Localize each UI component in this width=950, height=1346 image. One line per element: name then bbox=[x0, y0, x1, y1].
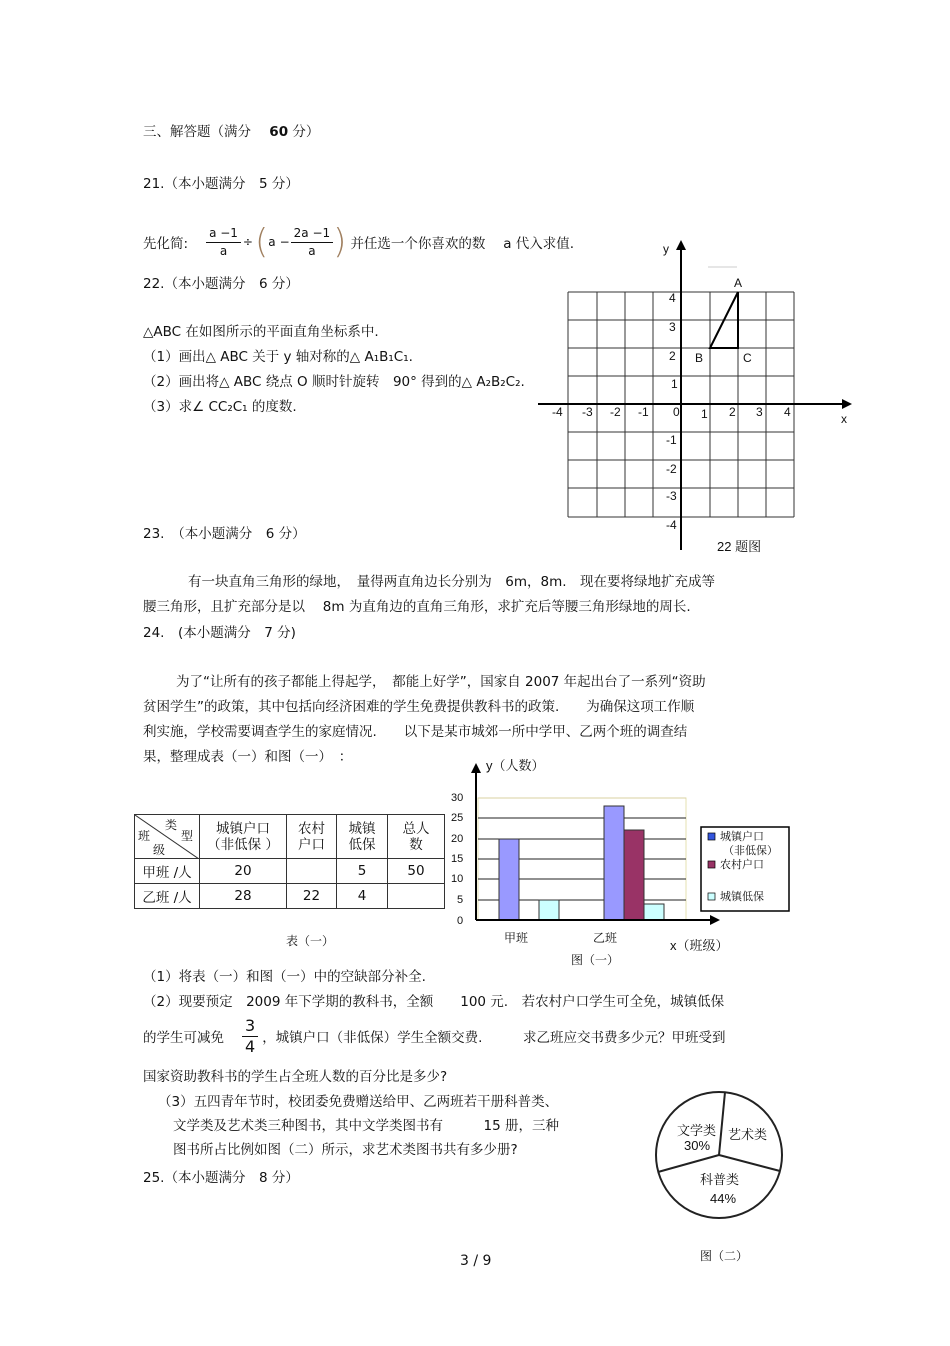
y-axis-arrow-icon bbox=[676, 240, 686, 250]
q21-prefix: 先化简: bbox=[143, 236, 189, 252]
svg-text:-3: -3 bbox=[666, 489, 677, 503]
table-cell: 4 bbox=[337, 884, 388, 909]
svg-text:2: 2 bbox=[669, 349, 676, 363]
table-cell-blank bbox=[388, 884, 445, 909]
fraction-2 bbox=[291, 225, 334, 260]
svg-text:3: 3 bbox=[756, 405, 763, 419]
x-axis-arrow-icon bbox=[710, 915, 720, 925]
q22-header: 22.（本小题满分 6 分） bbox=[143, 276, 299, 292]
legend-swatch-lowincome bbox=[708, 893, 715, 900]
fraction-three-quarters bbox=[242, 1016, 258, 1057]
left-paren: ( bbox=[254, 222, 269, 262]
header-line: 低保 bbox=[348, 836, 376, 853]
q22-part2: （2）画出将△ ABC 绕点 O 顺时针旋转 90° 得到的△ A₂B₂C₂. bbox=[143, 374, 525, 390]
table-cell: 20 bbox=[200, 859, 287, 884]
svg-text:1: 1 bbox=[671, 377, 678, 391]
q24-header: 24. (本小题满分 7 分) bbox=[143, 625, 296, 641]
pie-chart bbox=[650, 1080, 790, 1270]
table-header bbox=[337, 815, 388, 859]
table-corner-cell bbox=[135, 815, 200, 859]
svg-text:0: 0 bbox=[457, 915, 464, 927]
table-row bbox=[135, 859, 445, 884]
x-axis-arrow-icon bbox=[842, 399, 852, 409]
section-heading bbox=[143, 120, 319, 140]
y-axis-label: y bbox=[663, 242, 669, 256]
svg-text:城镇户口: 城镇户口 bbox=[720, 831, 764, 843]
q23-line2: 腰三角形，且扩充部分是以 8m 为直角边的直角三角形，求扩充后等腰三角形绿地的周长. bbox=[143, 599, 691, 615]
svg-text:3: 3 bbox=[669, 320, 676, 334]
section-unit: 分） bbox=[292, 124, 320, 140]
svg-text:-3: -3 bbox=[582, 405, 593, 419]
svg-text:-1: -1 bbox=[638, 405, 649, 419]
table-cell: 28 bbox=[200, 884, 287, 909]
divide-sign: ÷ bbox=[242, 235, 253, 249]
header-line: 户口 bbox=[298, 836, 325, 853]
corner-left: 班 bbox=[138, 829, 151, 843]
fraction-1-numerator: a −1 bbox=[206, 225, 241, 243]
fraction-2-denominator: a bbox=[308, 243, 316, 258]
table-caption: 表（一） bbox=[286, 934, 335, 948]
fraction-numerator: 3 bbox=[242, 1016, 258, 1037]
minus-sign: − bbox=[279, 235, 290, 249]
header-line: 数 bbox=[409, 836, 423, 853]
q24-para1: 为了“让所有的孩子都能上得起学， 都能上好学”，国家自 2007 年起出台了一系列“资助 bbox=[176, 674, 706, 690]
svg-text:乙班: 乙班 bbox=[593, 931, 618, 945]
table-row bbox=[135, 884, 445, 909]
table-header bbox=[388, 815, 445, 859]
svg-text:y（人数）: y（人数） bbox=[486, 758, 545, 773]
svg-text:10: 10 bbox=[451, 873, 464, 885]
svg-text:25: 25 bbox=[451, 812, 464, 824]
q24-sub3-line2: 文学类及艺术类三种图书，其中文学类图书有 15 册，三种 bbox=[173, 1118, 559, 1134]
header-line: 农村 bbox=[298, 820, 325, 837]
q24-sub3-line1: （3）五四青年节时，校团委免费赠送给甲、乙两班若干册科普类、 bbox=[158, 1094, 559, 1110]
svg-text:甲班: 甲班 bbox=[504, 931, 529, 945]
bar-yi-rural bbox=[624, 830, 644, 920]
q21-header: 21.（本小题满分 5 分） bbox=[143, 176, 299, 192]
pie-value-science: 44% bbox=[710, 1191, 737, 1206]
point-label-b: B bbox=[695, 351, 704, 365]
table-cell-blank bbox=[287, 859, 337, 884]
coordinate-grid-figure bbox=[530, 235, 860, 560]
q24-sub1: （1）将表（一）和图（一）中的空缺部分补全. bbox=[143, 969, 426, 985]
pie-label-art: 艺术类 bbox=[728, 1127, 768, 1142]
svg-text:5: 5 bbox=[457, 894, 464, 906]
svg-text:-4: -4 bbox=[666, 518, 677, 532]
point-label-a: A bbox=[734, 276, 743, 290]
x-axis-label: x bbox=[841, 412, 847, 426]
svg-text:4: 4 bbox=[784, 405, 791, 419]
corner-top: 类 bbox=[165, 818, 178, 832]
q23-line1: 有一块直角三角形的绿地， 量得两直角边长分别为 6m，8m. 现在要将绿地扩充成等 bbox=[188, 574, 716, 590]
svg-text:2: 2 bbox=[729, 405, 736, 419]
page-number: 3 / 9 bbox=[460, 1253, 492, 1269]
legend-swatch-urban bbox=[708, 833, 715, 840]
header-line: （非低保 ） bbox=[207, 836, 279, 853]
q25-header: 25.（本小题满分 8 分） bbox=[143, 1170, 299, 1186]
table-cell: 50 bbox=[388, 859, 445, 884]
q24-sub2-line3: 国家资助教科书的学生占全班人数的百分比是多少? bbox=[143, 1069, 448, 1085]
svg-text:城镇低保: 城镇低保 bbox=[720, 891, 764, 903]
table-header bbox=[200, 815, 287, 859]
q23-header: 23. （本小题满分 6 分） bbox=[143, 526, 306, 542]
corner-right: 型 bbox=[181, 829, 194, 843]
bar-yi-lowincome bbox=[644, 904, 664, 920]
section-score: 60 bbox=[269, 124, 289, 140]
pie-label-science: 科普类 bbox=[700, 1172, 740, 1187]
q24-sub2-line2 bbox=[143, 1014, 725, 1058]
q21-expression bbox=[143, 220, 574, 264]
survey-table bbox=[134, 814, 445, 909]
svg-text:4: 4 bbox=[669, 291, 676, 305]
pie-caption: 图（二） bbox=[700, 1249, 749, 1263]
svg-text:0: 0 bbox=[673, 405, 680, 419]
q24-sub3-line3: 图书所占比例如图（二）所示，求艺术类图书共有多少册? bbox=[173, 1142, 518, 1158]
svg-text:15: 15 bbox=[451, 853, 464, 865]
figure-caption: 22 题图 bbox=[717, 539, 762, 554]
svg-text:1: 1 bbox=[701, 407, 708, 421]
svg-text:（非低保）: （非低保） bbox=[723, 845, 778, 857]
svg-text:图（一）: 图（一） bbox=[571, 953, 620, 967]
y-axis-arrow-icon bbox=[471, 763, 481, 773]
bar-yi-urban bbox=[604, 806, 624, 920]
corner-bottom: 级 bbox=[153, 843, 166, 857]
svg-text:-2: -2 bbox=[610, 405, 621, 419]
variable-a: a bbox=[268, 235, 276, 249]
q24-para4: 果，整理成表（一）和图（一） ： bbox=[143, 749, 353, 765]
row-label: 甲班 /人 bbox=[135, 859, 200, 884]
q24-para2: 贫困学生”的政策，其中包括向经济困难的学生免费提供教科书的政策. 为确保这项工作顺 bbox=[143, 699, 695, 715]
svg-text:-4: -4 bbox=[552, 405, 563, 419]
fraction-2-numerator: 2a −1 bbox=[291, 225, 334, 243]
bar-jia-lowincome bbox=[539, 900, 559, 920]
header-line: 总人 bbox=[402, 820, 430, 837]
header-line: 城镇 bbox=[348, 820, 376, 837]
sub2-text-b: ，城镇户口（非低保）学生全额交费. 求乙班应交书费多少元？甲班受到 bbox=[262, 1030, 726, 1046]
q22-part1: （1）画出△ ABC 关于 y 轴对称的△ A₁B₁C₁. bbox=[143, 349, 413, 365]
q22-intro: △ABC 在如图所示的平面直角坐标系中. bbox=[143, 324, 379, 340]
pie-label-literature: 文学类 bbox=[677, 1123, 717, 1138]
fraction-1-denominator: a bbox=[219, 243, 228, 258]
right-paren: ) bbox=[333, 222, 347, 262]
fraction-denominator: 4 bbox=[245, 1036, 256, 1056]
point-label-c: C bbox=[743, 351, 752, 365]
svg-text:-1: -1 bbox=[666, 433, 677, 447]
section-title: 三、解答题（满分 bbox=[143, 124, 251, 140]
table-cell: 22 bbox=[287, 884, 337, 909]
q24-sub2-line1: （2）现要预定 2009 年下学期的教科书，全额 100 元. 若农村户口学生可全免，城镇低保 bbox=[143, 994, 725, 1010]
pie-value-literature: 30% bbox=[684, 1138, 711, 1153]
svg-text:20: 20 bbox=[451, 833, 464, 845]
bar-chart bbox=[440, 755, 800, 970]
q22-part3: （3）求∠ CC₂C₁ 的度数. bbox=[143, 399, 297, 415]
bar-jia-urban bbox=[499, 839, 519, 920]
svg-text:x（班级）: x（班级） bbox=[670, 938, 729, 953]
table-header bbox=[287, 815, 337, 859]
svg-text:-2: -2 bbox=[666, 462, 677, 476]
fraction-1 bbox=[206, 225, 241, 260]
table-cell: 5 bbox=[337, 859, 388, 884]
header-line: 城镇户口 bbox=[216, 820, 270, 837]
legend-swatch-rural bbox=[708, 861, 715, 868]
sub2-text-a: 的学生可减免 bbox=[143, 1030, 224, 1046]
q24-para3: 利实施，学校需要调查学生的家庭情况. 以下是某市城郊一所中学甲、乙两个班的调查结 bbox=[143, 724, 688, 740]
row-label: 乙班 /人 bbox=[135, 884, 200, 909]
q21-suffix: 并任选一个你喜欢的数 a 代入求值. bbox=[350, 236, 575, 252]
svg-text:农村户口: 农村户口 bbox=[720, 859, 764, 871]
svg-text:30: 30 bbox=[451, 792, 464, 804]
